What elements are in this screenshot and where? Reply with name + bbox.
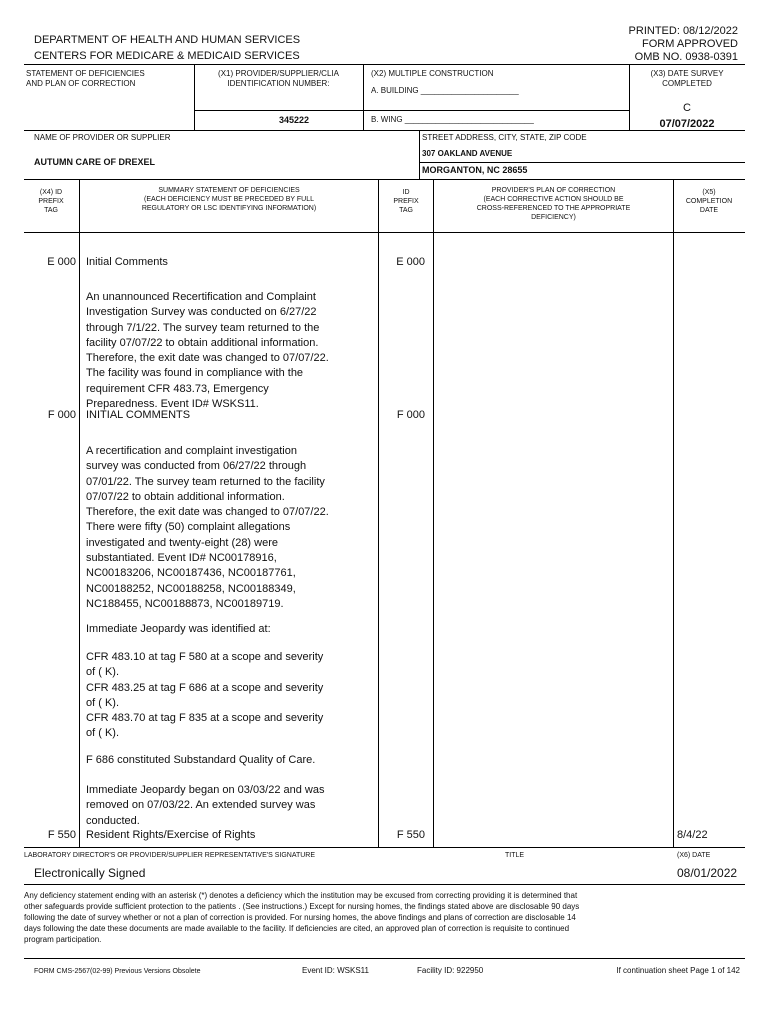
table-bottom-border: [24, 847, 745, 848]
ij-tag-list: CFR 483.10 at tag F 580 at a scope and severity of ( K). CFR 483.25 at tag F 686 at a scope and severity of ( K). CFR 483.70 at tag F 835 at a scope and severity of ( K).: [86, 651, 324, 740]
page-indicator: If continuation sheet Page 1 of 142: [616, 966, 740, 975]
header-id-tag: ID PREFIX TAG: [393, 189, 419, 214]
f550-tag: F 550: [47, 829, 76, 841]
ij-dates: Immediate Jeopardy began on 03/03/22 and was removed on 07/03/22. An extended survey was conducted.: [86, 784, 325, 827]
form-approved: FORM APPROVED: [642, 38, 738, 50]
form-top-border: [24, 64, 745, 65]
event-id: Event ID: WSKS11: [302, 966, 369, 975]
facility-id: Facility ID: 922950: [417, 966, 484, 975]
signature-bottom-border: [24, 884, 745, 885]
department-title: DEPARTMENT OF HEALTH AND HUMAN SERVICES: [34, 34, 301, 46]
header-completion-date: (X5) COMPLETION DATE: [685, 189, 733, 214]
disclaimer-text: Any deficiency statement ending with an asterisk (*) denotes a deficiency which the institution may be excused from correcting providing it is determined that other safeguards provide sufficient protection to the patients . (See instructions.) Except for nursing homes, the findings stated above are disclosable 90 days following the date of survey whether or not a plan of correction is provided. For nursing homes, the above findings and plans of correction are disclosable 14 days following the date these documents are made available to the facility. If deficiencies are cited, an approved plan of correction is requisite to continued program participation.: [24, 891, 580, 944]
col-line-x4: [79, 179, 80, 847]
header-x4-tag: (X4) ID PREFIX TAG: [38, 189, 64, 214]
wing-label: B. WING _____________________________: [371, 115, 534, 124]
provider-name: AUTUMN CARE OF DREXEL: [34, 157, 155, 167]
title-label: TITLE: [505, 852, 525, 859]
form-number: FORM CMS-2567(02-99) Previous Versions Obsolete: [34, 968, 201, 975]
x2-label: (X2) MULTIPLE CONSTRUCTION: [371, 69, 494, 78]
f000-title: INITIAL COMMENTS: [86, 409, 191, 421]
agency-title: CENTERS FOR MEDICARE & MEDICAID SERVICES: [34, 50, 300, 62]
x1-label: (X1) PROVIDER/SUPPLIER/CLIA IDENTIFICATION NUMBER:: [218, 69, 339, 88]
col-line-plan: [673, 179, 674, 847]
omb-number: OMB NO. 0938-0391: [634, 51, 738, 63]
f000-id-tag: F 000: [396, 409, 425, 421]
col-line-summary: [378, 179, 379, 847]
footer-divider: [24, 958, 745, 959]
x2-wing-divider: [363, 110, 629, 111]
x3-date: 07/07/2022: [659, 118, 715, 130]
x3-label: (X3) DATE SURVEY COMPLETED: [650, 69, 724, 88]
signature-date: 08/01/2022: [677, 866, 738, 880]
address-label: STREET ADDRESS, CITY, STATE, ZIP CODE: [422, 133, 587, 142]
building-label: A. BUILDING ______________________: [371, 86, 519, 95]
e000-title: Initial Comments: [86, 256, 168, 268]
x1-value-divider: [194, 110, 363, 111]
header-plan: PROVIDER'S PLAN OF CORRECTION (EACH CORRECTIVE ACTION SHOULD BE CROSS-REFERENCED TO THE APPROPRIATE DEFICIENCY): [476, 187, 631, 221]
f000-tag: F 000: [47, 409, 76, 421]
ij-heading: Immediate Jeopardy was identified at:: [86, 623, 271, 635]
f550-completion-date: 8/4/22: [677, 829, 708, 841]
city-state-zip: MORGANTON, NC 28655: [422, 165, 528, 175]
signature-label: LABORATORY DIRECTOR'S OR PROVIDER/SUPPLIER REPRESENTATIVE'S SIGNATURE: [24, 852, 316, 859]
provider-name-label: NAME OF PROVIDER OR SUPPLIER: [34, 133, 171, 142]
provider-row-divider: [24, 179, 745, 180]
statement-label: STATEMENT OF DEFICIENCIES AND PLAN OF CORRECTION: [26, 69, 145, 88]
f550-title: Resident Rights/Exercise of Rights: [86, 829, 256, 841]
printed-date: PRINTED: 08/12/2022: [628, 25, 738, 37]
f550-id-tag: F 550: [396, 829, 425, 841]
e000-tag: E 000: [47, 256, 76, 268]
signature-date-label: (X6) DATE: [677, 852, 711, 859]
signature-value: Electronically Signed: [34, 866, 146, 880]
e000-body: An unannounced Recertification and Complaint Investigation Survey was conducted on 6/27/22 through 7/1/22. The survey team returned to the facility 07/07/22 to obtain additional information. Therefore, the exit date was changed to 07/07/22. The facility was found in compliance with the requirement CFR 483.73, Emergency Preparedness. Event ID# WSKS11.: [86, 291, 329, 411]
x1-value: 345222: [278, 115, 310, 125]
header-summary: SUMMARY STATEMENT OF DEFICIENCIES (EACH DEFICIENCY MUST BE PRECEDED BY FULL REGULATORY OR LSC IDENTIFYING INFORMATION): [141, 187, 317, 212]
substandard-quality-note: F 686 constituted Substandard Quality of Care.: [86, 754, 316, 766]
f000-body: A recertification and complaint investigation survey was conducted from 06/27/22 through 07/01/22. The survey team returned to the facility 07/07/22 to obtain additional information. Therefore, the exit date was changed to 07/07/22. There were fifty (50) complaint allegations investigated and twenty-eight (28) were substantiated. Event ID# NC00178916, NC00183206, NC00187436, NC00187761, NC00188252, NC00188258, NC00188349, NC188455, NC00188873, NC00189719.: [86, 445, 329, 610]
e000-id-tag: E 000: [396, 256, 425, 268]
col-line-id: [433, 179, 434, 847]
column-header-divider: [24, 232, 745, 233]
x3-code: C: [683, 102, 691, 114]
street-address: 307 OAKLAND AVENUE: [422, 149, 513, 158]
address-divider: [419, 162, 745, 163]
